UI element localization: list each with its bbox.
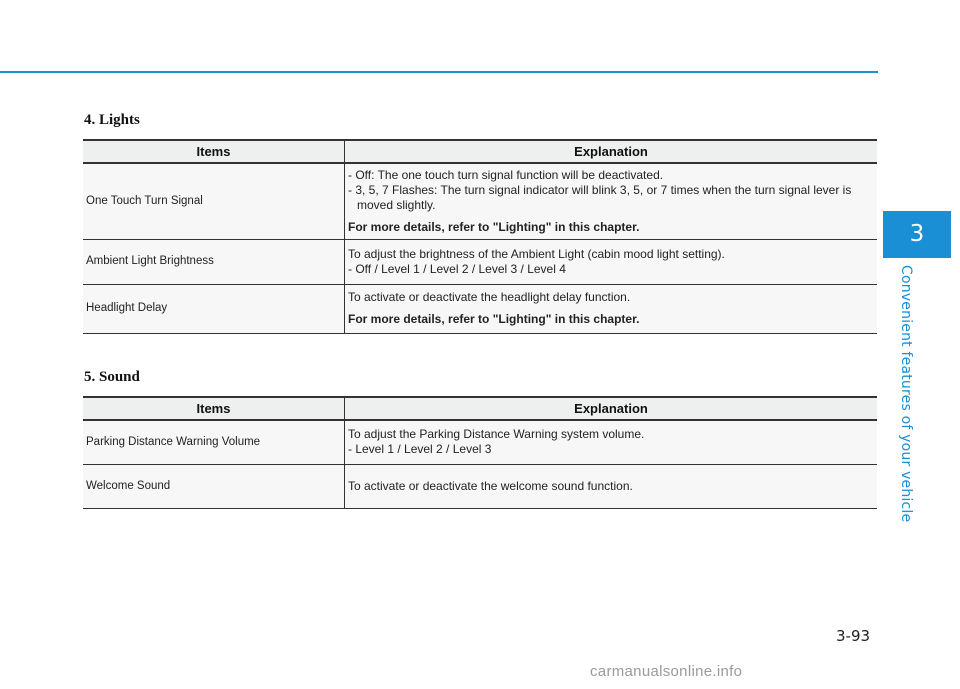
table-row xyxy=(83,464,877,508)
item-cell: One Touch Turn Signal xyxy=(83,163,345,239)
reference-note: For more details, refer to "Lighting" in this chapter. xyxy=(348,219,640,234)
explanation-cell xyxy=(345,239,878,284)
explanation-line: To activate or deactivate the headlight delay function. xyxy=(348,290,631,304)
table-row xyxy=(83,163,877,239)
explanation-line: - Off: The one touch turn signal function will be deactivated. xyxy=(348,167,664,182)
chapter-tab xyxy=(883,211,951,258)
explanation-line: To adjust the brightness of the Ambient Light (cabin mood light setting). xyxy=(348,246,725,261)
explanation-line: To adjust the Parking Distance Warning system volume. xyxy=(348,427,645,442)
item-cell: Parking Distance Warning Volume xyxy=(83,420,345,464)
explanation-cell xyxy=(345,464,878,508)
item-cell: Welcome Sound xyxy=(83,464,345,508)
explanation-line: To activate or deactivate the welcome sound function. xyxy=(348,478,633,493)
watermark: carmanualsonline.info xyxy=(590,663,743,680)
top-rule xyxy=(0,71,878,73)
lights-table xyxy=(83,139,877,334)
explanation-cell xyxy=(345,284,878,333)
explanation-cell xyxy=(345,420,878,464)
explanation-line: - Off / Level 1 / Level 2 / Level 3 / Level 4 xyxy=(348,261,566,276)
explanation-column-header: Explanation xyxy=(345,397,878,420)
page-number: 3-93 xyxy=(836,627,871,645)
sound-section-title: 5. Sound xyxy=(84,369,140,385)
reference-note: For more details, refer to "Lighting" in this chapter. xyxy=(348,312,640,326)
chapter-title: Convenient features of your vehicle xyxy=(898,265,914,523)
chapter-title-wrap xyxy=(893,265,919,523)
table-header-row xyxy=(83,140,877,163)
items-column-header: Items xyxy=(83,397,345,420)
table-row xyxy=(83,284,877,333)
explanation-cell xyxy=(345,163,878,239)
table-row xyxy=(83,239,877,284)
table-header-row xyxy=(83,397,877,420)
explanation-column-header: Explanation xyxy=(345,140,878,163)
table-row xyxy=(83,420,877,464)
chapter-number: 3 xyxy=(909,221,925,247)
item-cell: Headlight Delay xyxy=(83,284,345,333)
items-column-header: Items xyxy=(83,140,345,163)
item-cell: Ambient Light Brightness xyxy=(83,239,345,284)
explanation-line: - Level 1 / Level 2 / Level 3 xyxy=(348,442,492,457)
lights-section-title: 4. Lights xyxy=(84,112,140,128)
explanation-line: - 3, 5, 7 Flashes: The turn signal indicator will blink 3, 5, or 7 times when the turn signal lever is moved slightly. xyxy=(348,182,852,212)
sound-table xyxy=(83,396,877,509)
